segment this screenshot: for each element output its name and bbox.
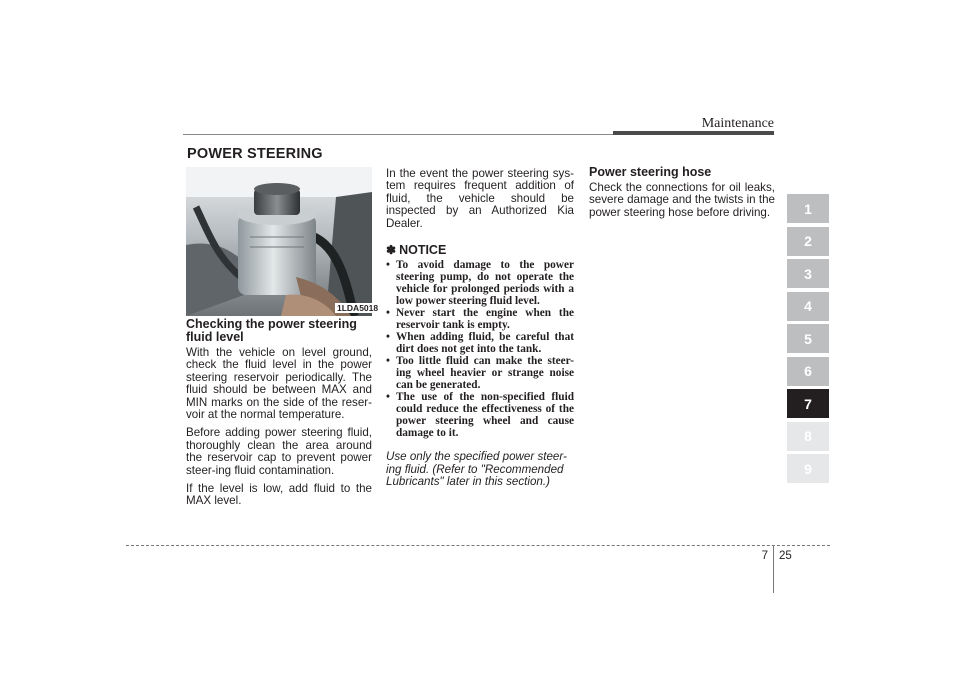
notice-text: When adding fluid, be careful that dirt does not get into the tank. — [396, 331, 574, 356]
italic-note: Use only the specified power steer-ing fluid. (Refer to "Recommended Lubricants" later in this section.) — [386, 450, 567, 489]
notice-list — [386, 259, 574, 439]
column-left — [186, 318, 372, 514]
notice-item — [386, 331, 574, 355]
chapter-tabs — [787, 194, 829, 487]
section-title: POWER STEERING — [187, 146, 323, 162]
notice-icon: ✽ — [386, 243, 397, 258]
notice-item — [386, 355, 574, 391]
bullet: • — [386, 259, 390, 272]
chapter-tab-3[interactable]: 3 — [787, 259, 829, 288]
reservoir-photo — [186, 167, 372, 316]
chapter-tab-4[interactable]: 4 — [787, 292, 829, 321]
paragraph: With the vehicle on level ground, check the fluid level in the power steering reservoir periodically. The fluid should be between MAX and MIN marks on the side of the reser-voir at the normal temperature. — [186, 346, 372, 422]
chapter-tab-6[interactable]: 6 — [787, 357, 829, 386]
notice-item — [386, 307, 574, 331]
hose-heading: Power steering hose — [589, 165, 712, 179]
bullet: • — [386, 331, 390, 344]
paragraph: If the level is low, add fluid to the MAX level. — [186, 482, 372, 508]
chapter-tab-2[interactable]: 2 — [787, 227, 829, 256]
footer-chapter-number: 7 — [761, 550, 768, 562]
notice-text: To avoid damage to the power steering pump, do not operate the vehicle for prolonged periods with a low power steering fluid level. — [396, 259, 574, 308]
header-rule-accent — [613, 131, 774, 135]
notice-item — [386, 259, 574, 307]
chapter-tab-5[interactable]: 5 — [787, 324, 829, 353]
chapter-tab-9[interactable]: 9 — [787, 454, 829, 483]
header-rule — [183, 134, 613, 135]
footer-divider — [773, 545, 774, 593]
column-middle — [386, 168, 574, 495]
intro-paragraph: In the event the power steering sys-tem requires frequent addition of fluid, the vehicle should be inspected by an Authorized Kia Dealer. — [386, 167, 574, 230]
bullet: • — [386, 391, 390, 404]
header-section-title: Maintenance — [701, 116, 774, 131]
chapter-tab-1[interactable]: 1 — [787, 194, 829, 223]
image-code: 1LDA5018 — [337, 303, 379, 313]
column-right — [589, 166, 775, 225]
notice-heading — [386, 244, 574, 256]
paragraph: Check the connections for oil leaks, severe damage and the twists in the power steering hose before driving. — [589, 181, 775, 219]
notice-text: The use of the non-specified fluid could reduce the effectiveness of the power steering wheel and cause damage to it. — [396, 391, 574, 440]
notice-title: NOTICE — [399, 243, 447, 258]
bullet: • — [386, 307, 390, 320]
paragraph: Before adding power steering fluid, thoroughly clean the area around the reservoir cap to prevent power steer-ing fluid contamination. — [186, 426, 372, 477]
footer-page-number: 25 — [779, 550, 792, 562]
fluid-level-heading: Checking the power steering fluid level — [186, 317, 357, 344]
bullet: • — [386, 355, 390, 368]
chapter-tab-7[interactable]: 7 — [787, 389, 829, 418]
notice-item — [386, 391, 574, 439]
notice-text: Never start the engine when the reservoir tank is empty. — [396, 307, 574, 332]
chapter-tab-8[interactable]: 8 — [787, 422, 829, 451]
notice-text: Too little fluid can make the steer-ing wheel heavier or strange noise can be generated. — [396, 355, 574, 392]
footer-rule — [126, 545, 830, 546]
